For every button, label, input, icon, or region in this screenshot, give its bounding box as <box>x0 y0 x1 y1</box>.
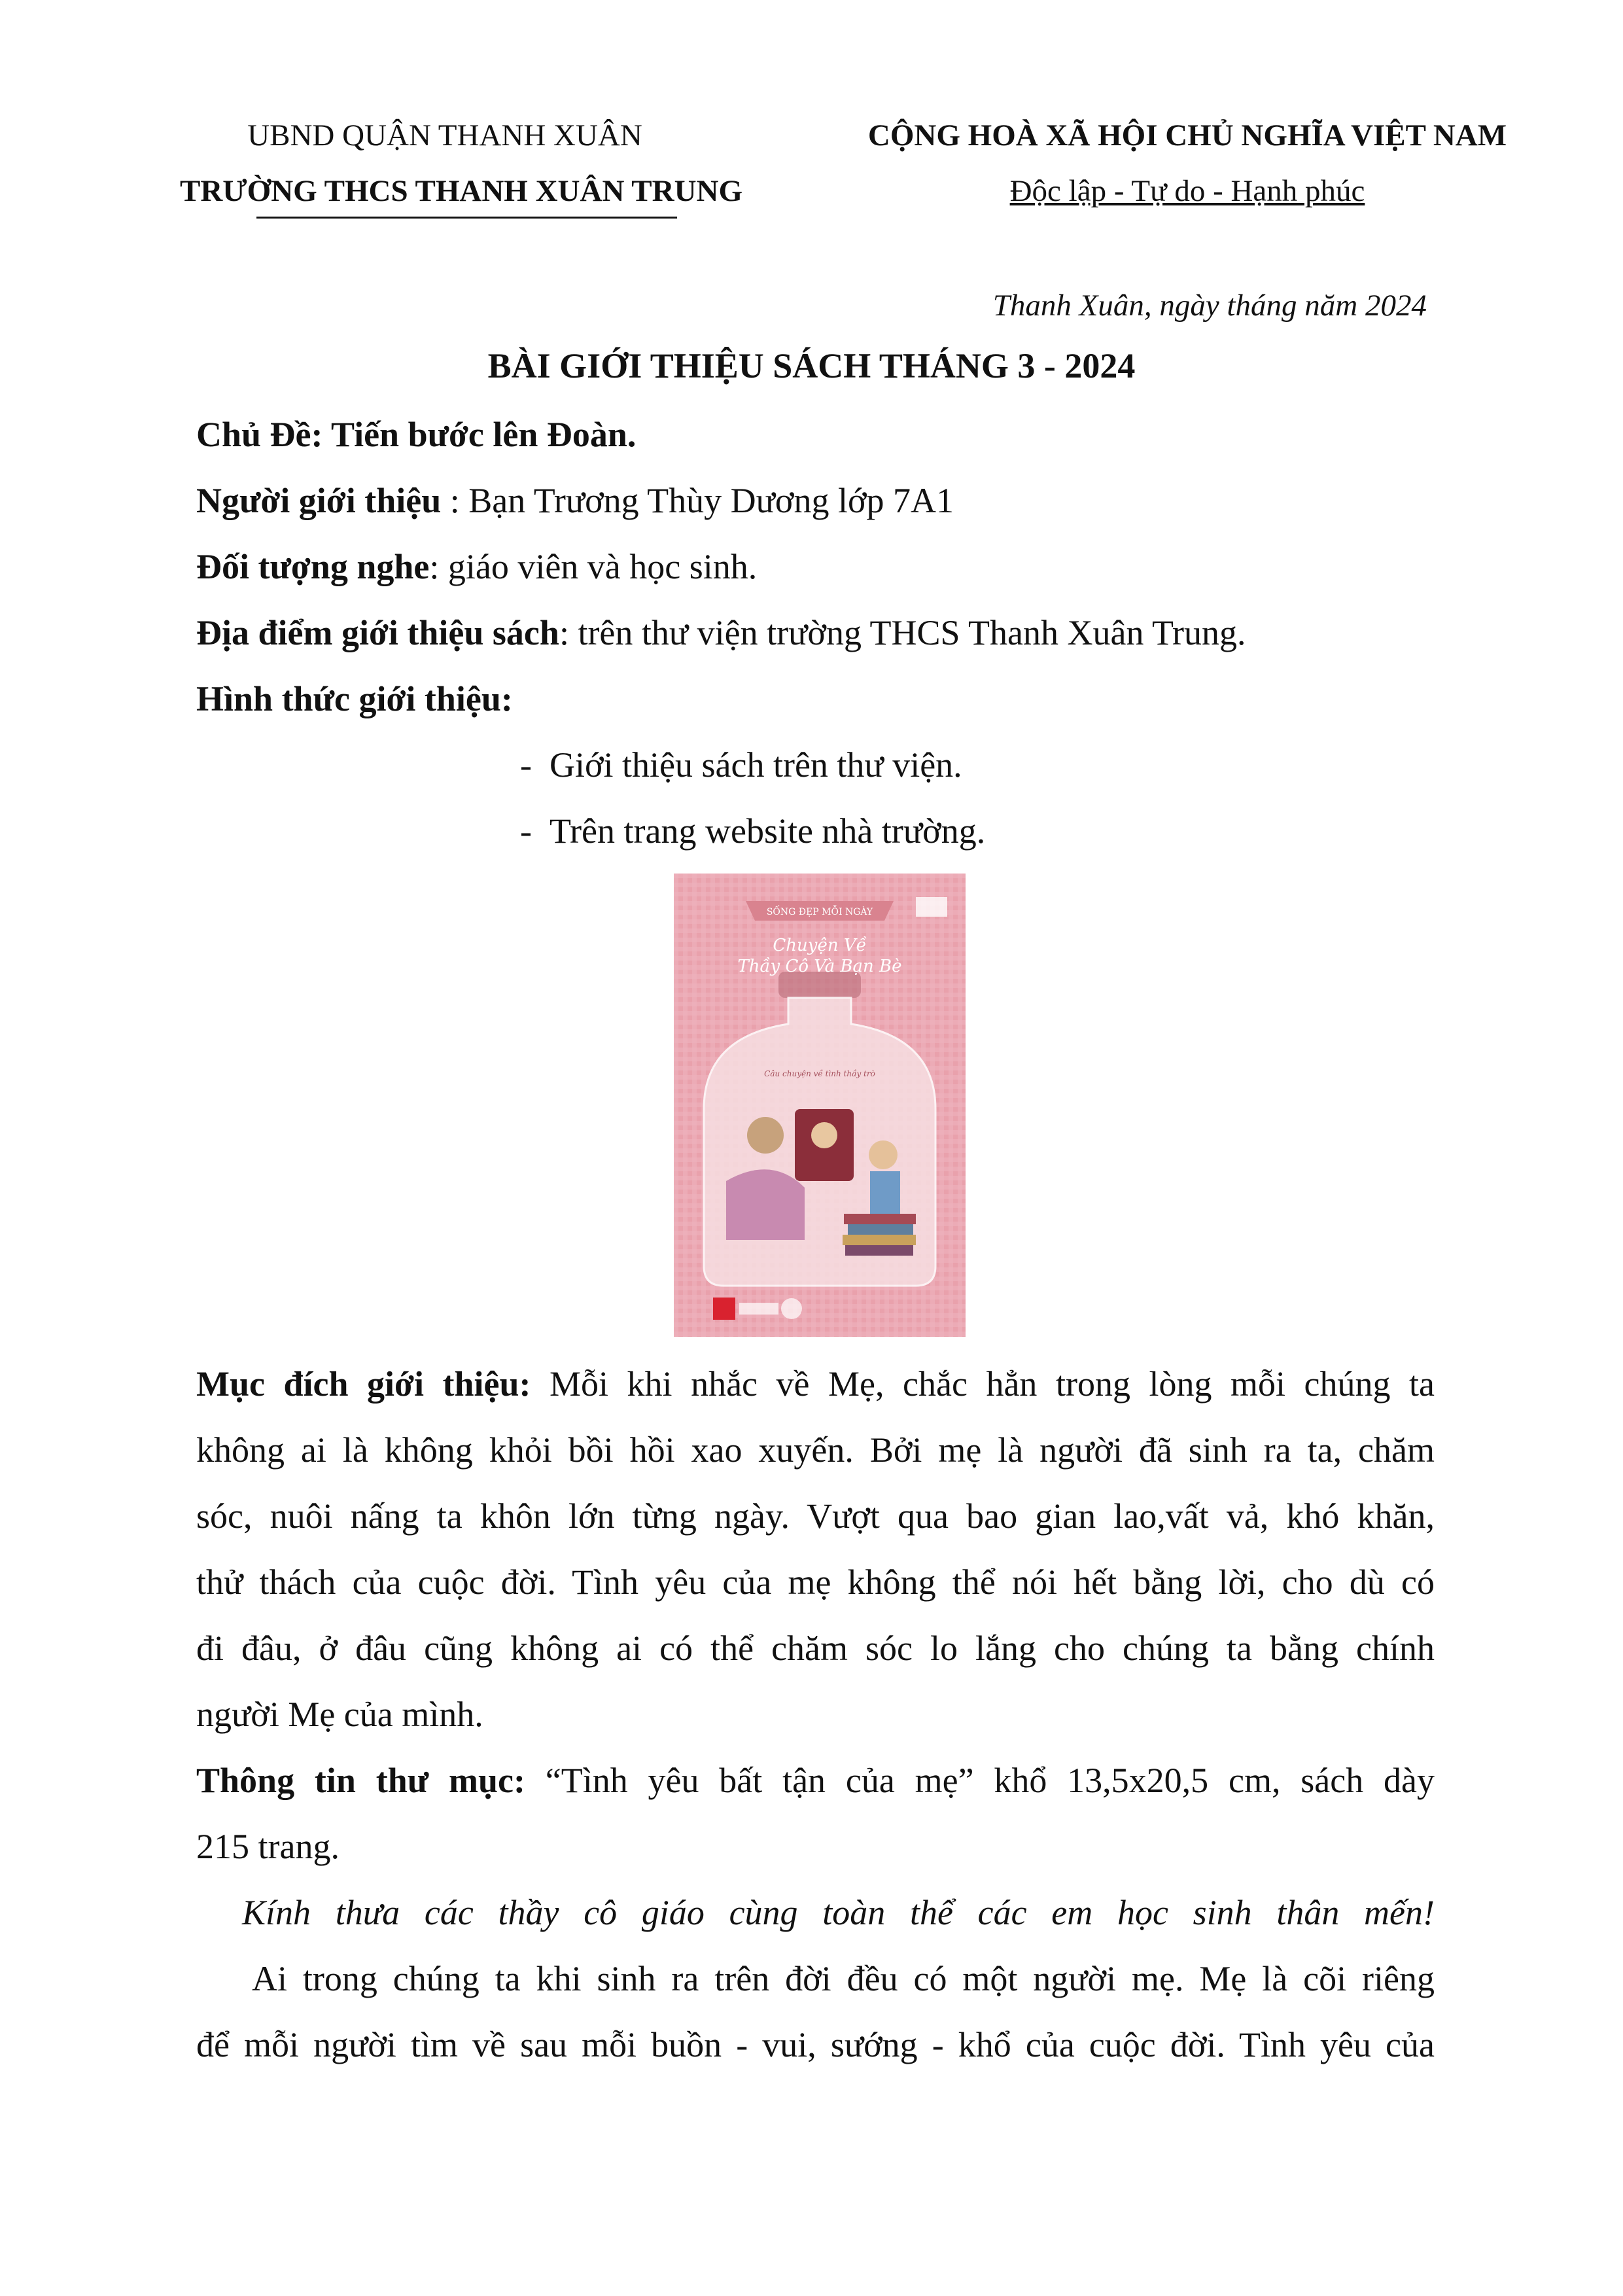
purpose-paragraph <box>196 1351 1435 1748</box>
audience-line <box>196 534 757 600</box>
publisher-logo-icon <box>916 897 947 917</box>
illustration-books <box>844 1214 916 1224</box>
publisher-logo-icon <box>781 1298 802 1319</box>
school-name-underline <box>256 217 677 219</box>
purpose-text: Mỗi khi nhắc về Mẹ, chắc hẳn trong lòng mỗi chúng ta <box>531 1364 1435 1404</box>
purpose-line <box>196 1351 1435 1417</box>
school-name: TRƯỜNG THCS THANH XUÂN TRUNG <box>179 174 743 208</box>
format-item: - Trên trang website nhà trường. <box>520 811 986 851</box>
illustration-figure <box>747 1117 784 1154</box>
body-line: để mỗi người tìm về sau mỗi buồn - vui, sướng - khổ của cuộc đời. Tình yêu của <box>196 2025 1435 2064</box>
district-name: UBND QUẬN THANH XUÂN <box>247 118 642 152</box>
bibliography-label: Thông tin thư mục: <box>196 1761 525 1800</box>
format-item-text: Giới thiệu sách trên thư viện. <box>549 745 962 785</box>
location-label: Địa điểm giới thiệu sách <box>196 613 559 652</box>
publisher-logo-icon <box>713 1298 735 1320</box>
document-title: BÀI GIỚI THIỆU SÁCH THÁNG 3 - 2024 <box>487 346 1136 385</box>
location-value: : trên thư viện trường THCS Thanh Xuân Trung. <box>559 613 1246 652</box>
presenter-value: : Bạn Trương Thùy Dương lớp 7A1 <box>441 481 954 520</box>
body-paragraph <box>196 1946 1435 2078</box>
bibliography-line: 215 trang. <box>196 1827 340 1866</box>
motto: Độc lập - Tự do - Hạnh phúc <box>1009 174 1365 208</box>
book-cover-image <box>674 874 966 1337</box>
body-line: Ai trong chúng ta khi sinh ra trên đời đều có một người mẹ. Mẹ là cõi riêng <box>252 1959 1435 1998</box>
audience-label: Đối tượng nghe <box>196 547 430 586</box>
illustration-books <box>848 1224 913 1235</box>
purpose-label: Mục đích giới thiệu: <box>196 1364 531 1404</box>
illustration-figure <box>811 1122 837 1148</box>
book-series-text: SỐNG ĐẸP MỖI NGÀY <box>766 907 873 917</box>
book-title-text: Thầy Cô Và Bạn Bè <box>737 957 902 976</box>
date-line: Thanh Xuân, ngày tháng năm 2024 <box>992 289 1427 323</box>
publisher-logo-icon <box>739 1303 778 1315</box>
audience-value: : giáo viên và học sinh. <box>429 547 758 586</box>
purpose-line: người Mẹ của mình. <box>196 1695 483 1734</box>
illustration-figure <box>726 1169 805 1240</box>
purpose-line: thử thách của cuộc đời. Tình yêu của mẹ không thể nói hết bằng lời, cho dù có <box>196 1563 1435 1602</box>
republic-name: CỘNG HOÀ XÃ HỘI CHỦ NGHĨA VIỆT NAM <box>867 118 1507 152</box>
presenter-label: Người giới thiệu <box>196 481 442 520</box>
greeting-line: Kính thưa các thầy cô giáo cùng toàn thể các em học sinh thân mến! <box>242 1893 1435 1932</box>
illustration-books <box>843 1235 916 1245</box>
topic-line: Chủ Đề: Tiến bước lên Đoàn. <box>196 415 637 454</box>
purpose-line: đi đâu, ở đâu cũng không ai có thể chăm sóc lo lắng cho chúng ta bằng chính <box>196 1629 1435 1668</box>
bibliography-line <box>196 1748 1435 1814</box>
purpose-line: sóc, nuôi nấng ta khôn lớn từng ngày. Vượt qua bao gian lao,vất vả, khó khăn, <box>196 1496 1435 1536</box>
format-item: - Giới thiệu sách trên thư viện. <box>520 745 962 785</box>
bibliography-text: “Tình yêu bất tận của mẹ” khổ 13,5x20,5 cm, sách dày <box>525 1761 1435 1800</box>
format-item-text: Trên trang website nhà trường. <box>549 811 986 851</box>
format-label: Hình thức giới thiệu: <box>196 679 513 718</box>
illustration-figure <box>870 1171 900 1217</box>
book-title-text: Chuyện Về <box>773 936 867 955</box>
location-line <box>196 600 1246 666</box>
book-subtitle-text: Câu chuyện về tình thầy trò <box>764 1069 875 1078</box>
purpose-line: không ai là không khỏi bồi hồi xao xuyến. Bởi mẹ là người đã sinh ra ta, chăm <box>196 1430 1435 1470</box>
illustration-figure <box>869 1140 898 1169</box>
illustration-books <box>845 1245 913 1256</box>
presenter-line <box>196 468 954 534</box>
bibliography-paragraph <box>196 1748 1435 1880</box>
